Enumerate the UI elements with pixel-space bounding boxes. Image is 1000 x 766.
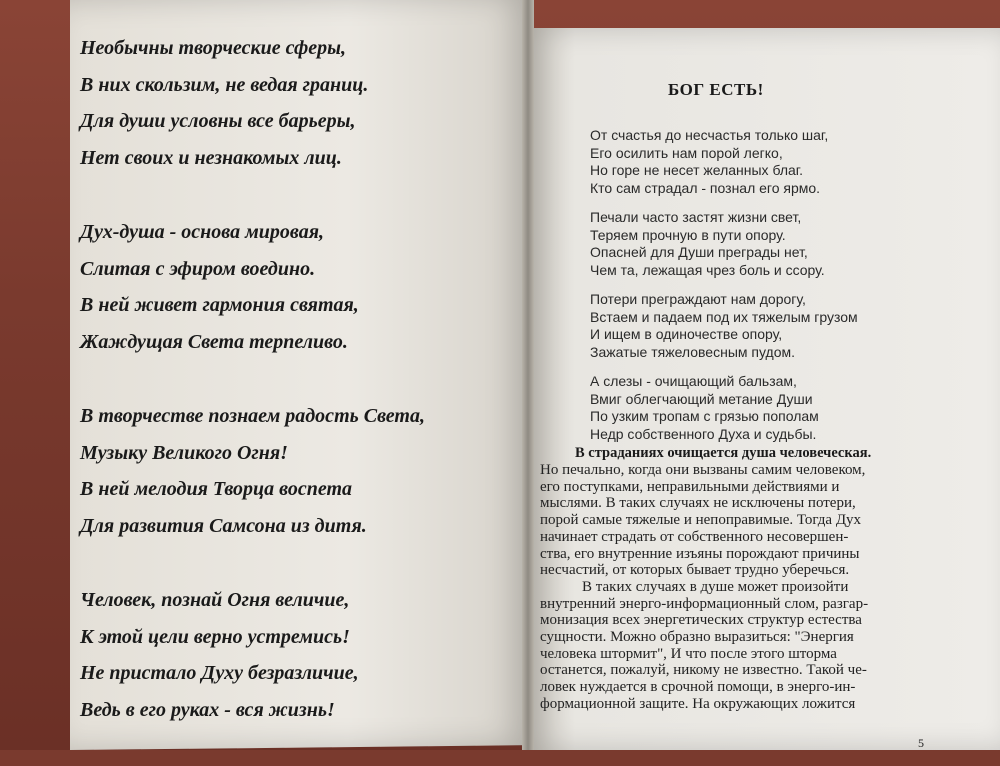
prose-body — [540, 462, 935, 713]
right-poem — [590, 127, 910, 455]
poem-line: От счастья до несчастья только шаг, — [590, 127, 829, 143]
poem-line: К этой цели верно устремись! — [80, 625, 350, 648]
prose-line: формационной защите. На окружающих ложится — [540, 695, 856, 712]
poem-title: БОГ ЕСТЬ! — [668, 80, 764, 99]
poem-line: Для души условны все барьеры, — [80, 110, 356, 132]
prose-line: ловек нуждается в срочной помощи, в энерго-ин- — [540, 679, 856, 696]
poem-line: По узким тропам с грязью пополам — [590, 408, 819, 424]
poem-line: Кто сам страдал - познал его ярмо. — [590, 179, 821, 196]
stanza — [80, 582, 460, 728]
prose-line: сущности. Можно образно выразиться: "Энергия — [540, 629, 854, 646]
poem-line: Необычны творческие сферы, — [80, 37, 347, 59]
poem-line: Для развития Самсона из дитя. — [80, 514, 367, 537]
prose-line: его поступками, неправильными действиями и — [540, 478, 840, 495]
prose-line: монизация всех энергетических структур естества — [540, 612, 862, 629]
prose-line: мыслями. В таких случаях не исключены потери, — [540, 495, 856, 512]
poem-line: Жаждущая Света терпеливо. — [80, 330, 348, 353]
poem-line: Слитая с эфиром воедино. — [80, 257, 316, 280]
poem-line: Музыку Великого Огня! — [80, 441, 288, 464]
poem-line: Зажатые тяжеловесным пудом. — [590, 343, 795, 360]
poem-line: И ищем в одиночестве опору, — [590, 326, 783, 342]
poem-line: Чем та, лежащая чрез боль и ссору. — [590, 261, 825, 278]
poem-line: Но горе не несет желанных благ. — [590, 162, 804, 178]
stanza — [590, 373, 910, 443]
poem-line: Дух-душа - основа мировая, — [80, 221, 324, 243]
poem-line: А слезы - очищающий бальзам, — [590, 373, 797, 389]
poem-line: Потери преграждают нам дорогу, — [590, 291, 806, 307]
poem-line: Вмиг облегчающий метание Души — [590, 390, 813, 407]
poem-line: В творчестве познаем радость Света, — [80, 405, 425, 427]
prose-line: В таких случаях в душе может произойти — [582, 578, 849, 595]
stanza — [80, 30, 460, 176]
poem-line: Встаем и падаем под их тяжелым грузом — [590, 308, 858, 325]
poem-line: В них скользим, не ведая границ. — [80, 73, 369, 96]
stanza — [80, 214, 460, 360]
book-spine — [522, 0, 534, 750]
prose-line: останется, пожалуй, никому не известно. Такой че- — [540, 662, 867, 679]
poem-line: Опасней для Души преграды нет, — [590, 244, 808, 260]
poem-line: Нет своих и незнакомых лиц. — [80, 146, 342, 169]
page-number: 5 — [918, 736, 924, 750]
poem-line: Не пристало Духу безразличие, — [80, 662, 359, 684]
poem-line: Печали часто застят жизни свет, — [590, 209, 802, 225]
poem-line: Его осилить нам порой легко, — [590, 144, 783, 161]
section-heading: В страданиях очищается душа человеческая. — [575, 445, 872, 461]
left-poem — [80, 30, 460, 766]
poem-line: Недр собственного Духа и судьбы. — [590, 425, 817, 442]
prose-line: Но печально, когда они вызваны самим человеком, — [540, 462, 866, 478]
prose-line: порой самые тяжелые и непоправимые. Тогда Дух — [540, 512, 862, 529]
poem-line: В ней мелодия Творца воспета — [80, 478, 353, 500]
prose-line: ства, его внутренние изъяны порождают причины — [540, 545, 860, 562]
stanza — [80, 398, 460, 544]
stanza — [590, 127, 910, 197]
poem-line: В ней живет гармония святая, — [80, 294, 359, 316]
poem-line: Человек, познай Огня величие, — [80, 589, 350, 611]
prose-line: человека штормит", И что после этого шторма — [540, 645, 837, 662]
stanza — [590, 209, 910, 279]
prose-line: внутренний энерго-информационный слом, разгар- — [540, 595, 869, 612]
prose-line: начинает страдать от собственного несовершен- — [540, 528, 849, 545]
stanza — [590, 291, 910, 361]
prose-line: несчастий, от которых бывает трудно уберечься. — [540, 562, 850, 579]
poem-line: Ведь в его руках - вся жизнь! — [80, 698, 335, 721]
poem-line: Теряем прочную в пути опору. — [590, 226, 786, 243]
